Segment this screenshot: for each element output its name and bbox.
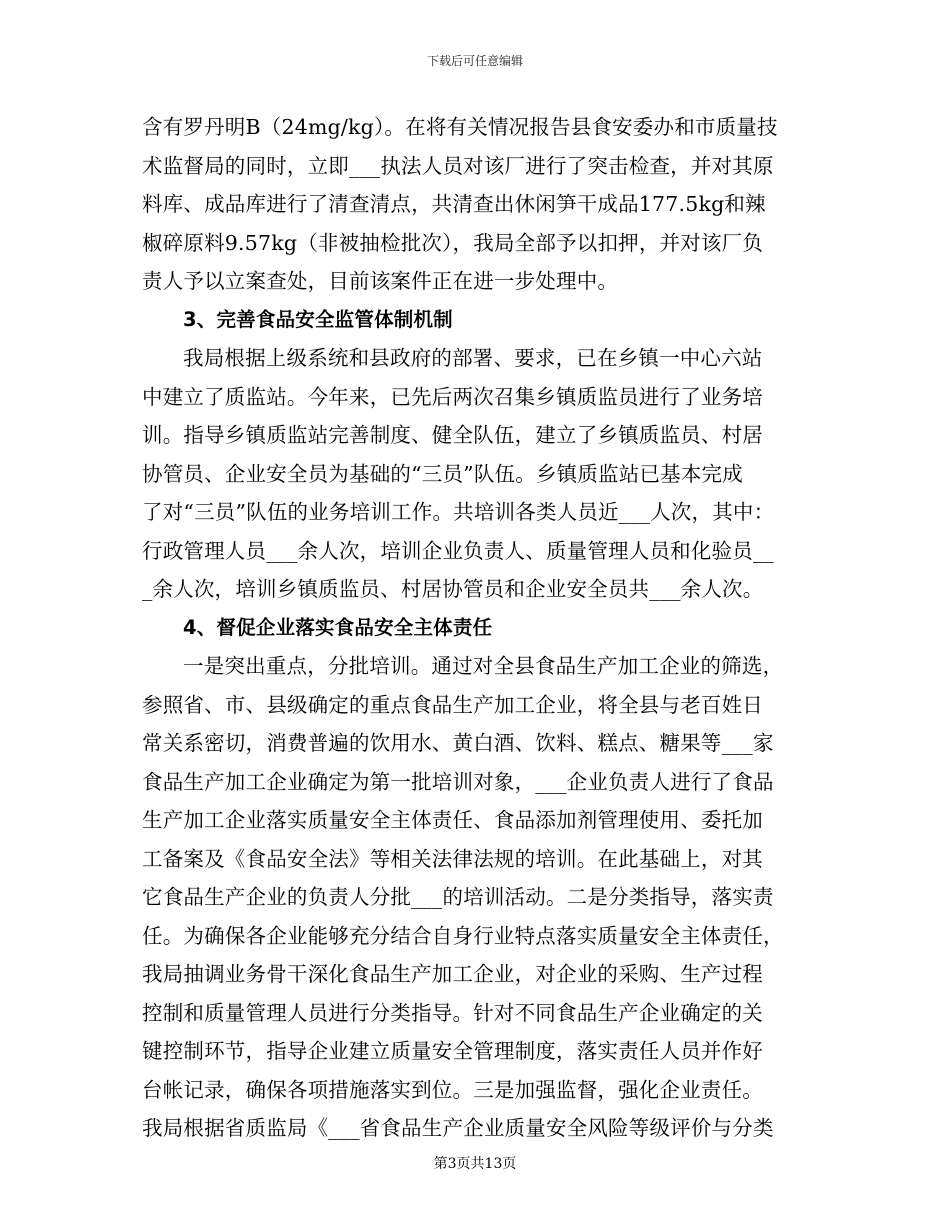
- body-line: 食品生产加工企业确定为第一批培训对象，___企业负责人进行了食品: [142, 769, 774, 794]
- body-line: 我局抽调业务骨干深化食品生产加工企业，对企业的采购、生产过程: [142, 962, 763, 986]
- paragraph-start: 一是突出重点，分批培训。通过对全县食品生产加工企业的筛选，: [183, 654, 784, 678]
- body-line: 台帐记录，确保各项措施落实到位。三是加强监督，强化企业责任。: [142, 1077, 763, 1102]
- body-line: 协管员、企业安全员为基础的“三员”队伍。乡镇质监站已基本完成: [142, 461, 743, 486]
- body-line: 键控制环节，指导企业建立质量安全管理制度，落实责任人员并作好: [142, 1039, 763, 1063]
- body-line: 参照省、市、县级确定的重点食品生产加工企业，将全县与老百姓日: [142, 692, 763, 717]
- body-line: 任。为确保各企业能够充分结合自身行业特点落实质量安全主体责任，: [142, 923, 784, 948]
- body-line: 责人予以立案查处，目前该案件正在进一步处理中。: [142, 269, 619, 293]
- body-line: 我局根据省质监局《___省食品生产企业质量安全风险等级评价与分类: [142, 1116, 774, 1140]
- document-body: [142, 108, 822, 1148]
- body-line: 行政管理人员___余人次，培训企业负责人、质量管理人员和化验员__: [142, 538, 774, 563]
- header-note: 下载后可任意编辑: [426, 54, 523, 68]
- body-line: 料库、成品库进行了清查清点，共清查出休闲笋干成品177.5kg和辣: [142, 192, 766, 216]
- body-line: 工备案及《食品安全法》等相关法律法规的培训。在此基础上，对其: [142, 846, 763, 871]
- body-line: 了对“三员”队伍的业务培训工作。共培训各类人员近___人次，其中：: [142, 500, 775, 524]
- body-line: 训。指导乡镇质监站完善制度、健全队伍，建立了乡镇质监员、村居: [142, 423, 763, 447]
- page-indicator: 第3页共13页: [433, 1156, 517, 1172]
- body-line: _余人次，培训乡镇质监员、村居协管员和企业安全员共___余人次。: [142, 577, 764, 601]
- body-line: 常关系密切，消费普遍的饮用水、黄白酒、饮料、糕点、糖果等___家: [142, 731, 774, 755]
- body-line: 椒碎原料9.57kg（非被抽检批次），我局全部予以扣押，并对该厂负: [142, 230, 764, 255]
- body-line: 中建立了质监站。今年来，已先后两次召集乡镇质监员进行了业务培: [142, 384, 763, 409]
- body-line: 它食品生产企业的负责人分批___的培训活动。二是分类指导，落实责: [142, 885, 774, 909]
- body-line: 含有罗丹明B（24mg/kg）。在将有关情况报告县食安委办和市质量技: [142, 115, 778, 139]
- body-line: 控制和质量管理人员进行分类指导。针对不同食品生产企业确定的关: [142, 1000, 763, 1025]
- body-line: 术监督局的同时，立即___执法人员对该厂进行了突击检查，并对其原: [142, 153, 774, 178]
- section-heading-4: 4、督促企业落实食品安全主体责任: [183, 615, 493, 639]
- section-heading-3: 3、完善食品安全监管体制机制: [183, 307, 453, 331]
- body-line: 生产加工企业落实质量安全主体责任、食品添加剂管理使用、委托加: [142, 808, 763, 832]
- paragraph-start: 我局根据上级系统和县政府的部署、要求，已在乡镇一中心六站: [183, 346, 763, 370]
